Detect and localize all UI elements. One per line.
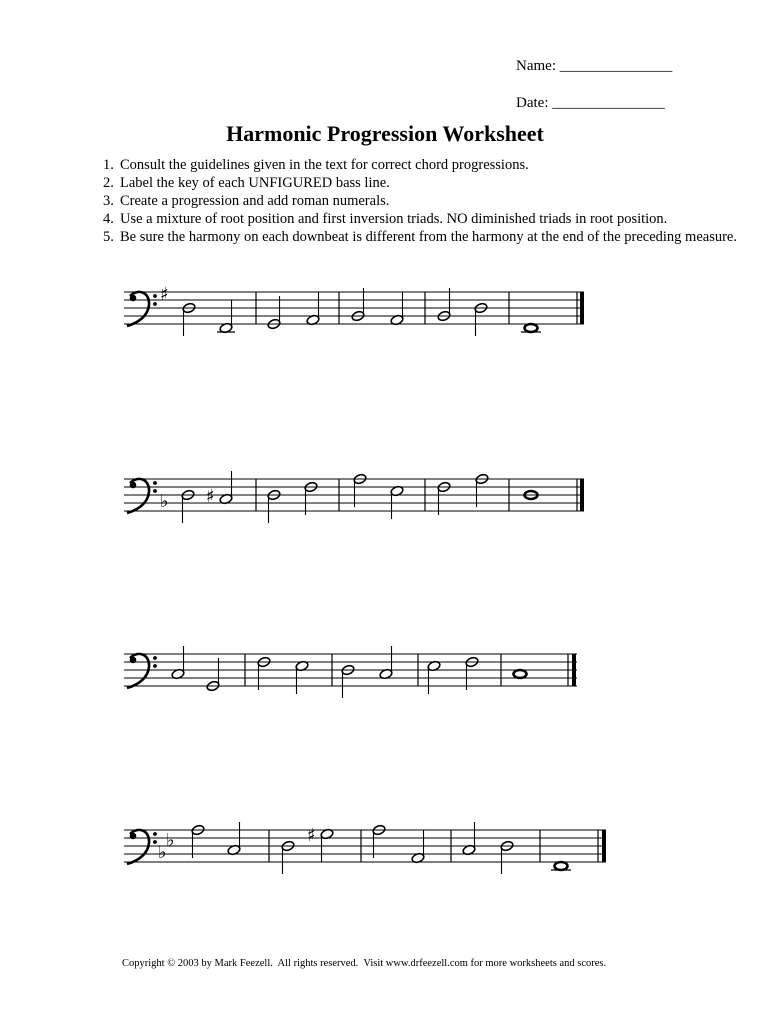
half-note [182,302,196,336]
page-title: Harmonic Progression Worksheet [226,121,544,146]
half-note [411,830,425,864]
half-note [437,481,451,515]
bass-clef-icon [127,830,157,864]
whole-note [551,862,571,870]
half-note [267,296,281,330]
half-note [372,824,386,858]
instruction-text: Create a progression and add roman numerals. [120,193,390,209]
bass-staff-3 [0,632,770,732]
instruction-item [103,228,743,246]
final-barline-thick [580,479,584,511]
half-note [295,660,309,694]
sharp-accidental: ♯ [206,486,215,507]
half-note [306,292,320,326]
instruction-item [103,192,743,210]
instruction-text: Use a mixture of root position and first inversion triads. NO diminished triads in root position. [120,211,668,227]
half-note [390,292,404,326]
final-barline-thick [572,654,576,686]
half-note [462,822,476,856]
flat-key-signature: ♭ [158,842,167,863]
sharp-key-signature: ♯ [160,284,169,305]
half-note [474,302,488,336]
instruction-item [103,210,743,228]
half-note [181,489,195,523]
half-note [465,656,479,690]
flat-key-signature: ♭ [166,830,175,851]
half-note [475,473,489,507]
half-note [353,473,367,507]
half-note [437,288,451,322]
whole-note [521,324,541,332]
bass-staff-4 [0,808,770,908]
instruction-item [103,156,743,174]
final-barline-thick [580,292,584,324]
instruction-text: Consult the guidelines given in the text for correct chord progressions. [120,157,529,173]
half-note [257,656,271,690]
bass-clef-icon [127,292,157,326]
half-note [390,485,404,519]
bass-clef-icon [127,654,157,688]
instructions-list [103,156,743,246]
half-note [500,840,514,874]
half-note [227,822,241,856]
half-note [351,288,365,322]
final-barline-thick [602,830,606,862]
half-note [304,481,318,515]
half-note [267,489,281,523]
copyright-footer: Copyright © 2003 by Mark Feezell. All rights reserved. Visit www.drfeezell.com for more worksheets and scores. [122,958,607,969]
bass-clef-icon [127,479,157,513]
instruction-number: 2. [103,175,114,191]
name-field[interactable]: Name: _______________ [516,58,673,74]
half-note [206,658,220,692]
half-note [217,300,235,334]
instruction-number: 1. [103,157,114,173]
half-note [379,646,393,680]
half-note [320,828,334,862]
half-note [341,664,355,698]
half-note [171,646,185,680]
whole-note [514,670,527,678]
bass-staff-1 [0,270,770,370]
half-note [427,660,441,694]
instruction-number: 5. [103,229,114,245]
flat-key-signature: ♭ [160,491,169,512]
instruction-item [103,174,743,192]
half-note [281,840,295,874]
instruction-number: 4. [103,211,114,227]
half-note [191,824,205,858]
bass-staff-2 [0,457,770,557]
instruction-number: 3. [103,193,114,209]
instruction-text: Be sure the harmony on each downbeat is different from the harmony at the end of the preceding measure. [120,229,737,245]
sharp-accidental: ♯ [307,825,316,846]
staff-lines [124,654,577,686]
instruction-text: Label the key of each UNFIGURED bass line. [120,175,390,191]
date-field[interactable]: Date: _______________ [516,95,665,111]
half-note [219,471,233,505]
